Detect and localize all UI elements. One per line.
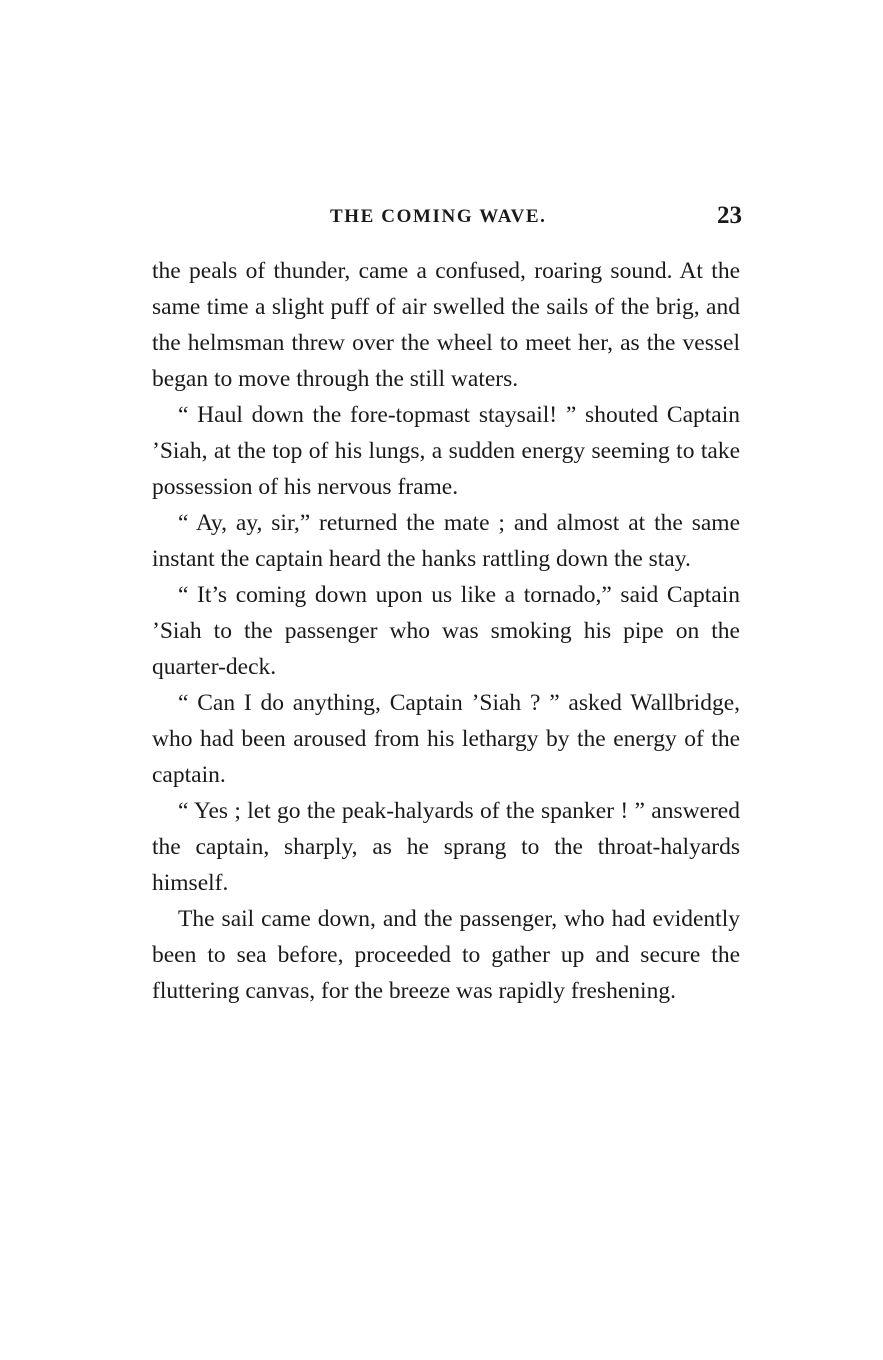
paragraph-yes-let-go: “ Yes ; let go the peak-halyards of the spanker ! ” answered the captain, sharply, as he sprang to the throat-halyards himself.: [152, 798, 740, 896]
running-title: THE COMING WAVE.: [330, 206, 547, 227]
paragraph-can-i-do-anything: “ Can I do anything, Captain ’Siah ? ” asked Wallbridge, who had been aroused from his lethargy by the energy of the captain.: [152, 690, 740, 788]
paragraph-continuation: the peals of thunder, came a confused, roaring sound. At the same time a slight puff of air swelled the sails of the brig, and the helmsman threw over the wheel to meet her, as the vessel began to move through the still waters.: [152, 258, 740, 392]
paragraph-tornado: “ It’s coming down upon us like a tornado,” said Captain ’Siah to the passenger who was smoking his pipe on the quarter-deck.: [152, 582, 740, 680]
running-head: [150, 204, 746, 234]
paragraph-sail-came-down: The sail came down, and the passenger, who had evidently been to sea before, proceeded to gather up and secure the fluttering canvas, for the breeze was rapidly freshening.: [152, 906, 740, 1004]
body-text: [152, 253, 740, 1009]
paragraph-haul-down: “ Haul down the fore-topmast staysail! ” shouted Captain ’Siah, at the top of his lungs, a sudden energy seeming to take possession of his nervous frame.: [152, 402, 740, 500]
paragraph-ay-ay-sir: “ Ay, ay, sir,” returned the mate ; and almost at the same instant the captain heard the hanks rattling down the stay.: [152, 510, 740, 572]
page-number: 23: [717, 202, 742, 229]
